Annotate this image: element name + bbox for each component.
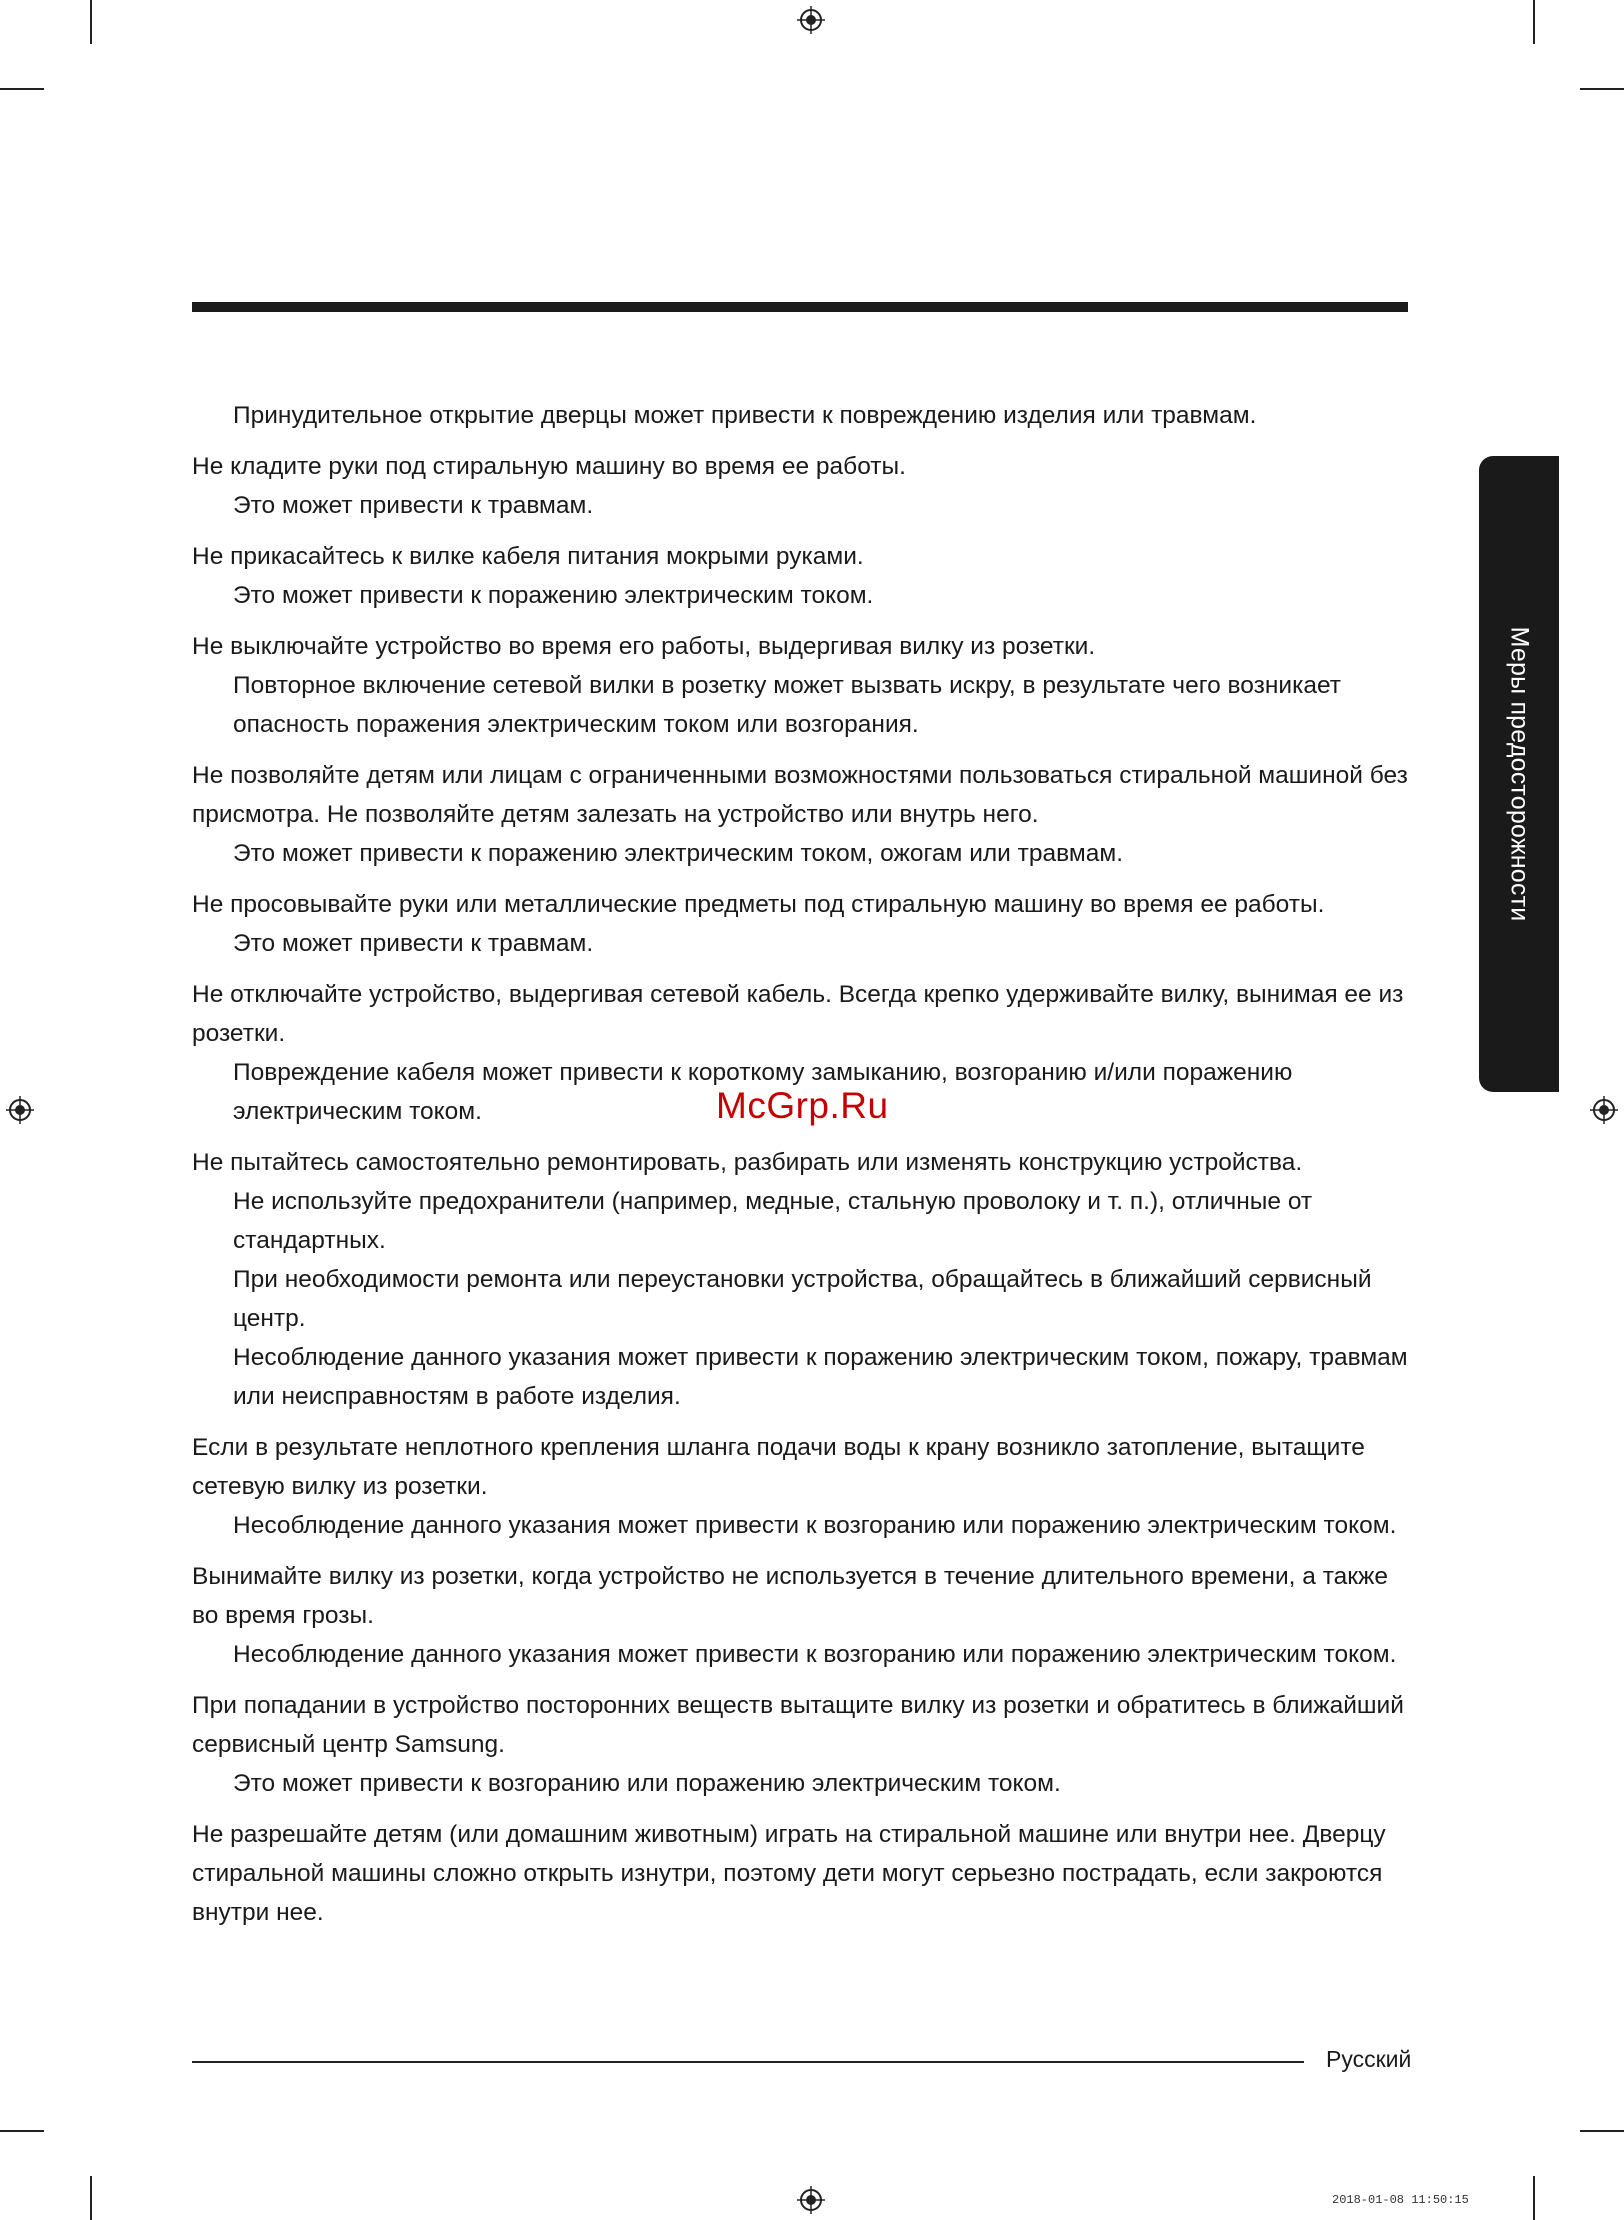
consequence-note: Несоблюдение данного указания может привести к возгоранию или поражению электрическим током. <box>233 1641 1397 1668</box>
instruction-item <box>192 1557 1408 1674</box>
warning-text: Вынимайте вилку из розетки, когда устройство не используется в течение длительного времени, а также во время грозы. <box>192 1563 1389 1629</box>
crop-mark <box>90 2176 92 2220</box>
warning-text: При попадании в устройство посторонних веществ вытащите вилку из розетки и обратитесь в ближайший сервисный центр Samsung. <box>192 1692 1404 1758</box>
warning-text: Не прикасайтесь к вилке кабеля питания мокрыми руками. <box>192 543 864 570</box>
consequence-note: Повреждение кабеля может привести к короткому замыканию, возгоранию и/или поражению электрическим током. <box>233 1059 1293 1125</box>
warning-text: Не отключайте устройство, выдергивая сетевой кабель. Всегда крепко удерживайте вилку, вынимая ее из розетки. <box>192 981 1404 1047</box>
crop-mark <box>1533 2176 1535 2220</box>
instruction-item <box>192 756 1408 873</box>
warning-text: Не кладите руки под стиральную машину во время ее работы. <box>192 453 906 480</box>
registration-mark-icon <box>797 6 825 34</box>
instruction-item <box>192 1143 1408 1416</box>
consequence-note: Несоблюдение данного указания может привести к поражению электрическим током, пожару, травмам или неисправностям в работе изделия. <box>233 1344 1408 1410</box>
warning-text: Если в результате неплотного крепления шланга подачи воды к крану возникло затопление, вытащите сетевую вилку из розетки. <box>192 1434 1365 1500</box>
consequence-note: Это может привести к поражению электрическим током, ожогам или травмам. <box>233 840 1124 867</box>
consequence-note: Принудительное открытие дверцы может привести к повреждению изделия или травмам. <box>233 402 1257 429</box>
consequence-note: Несоблюдение данного указания может привести к возгоранию или поражению электрическим током. <box>233 1512 1397 1539</box>
consequence-note: Это может привести к поражению электрическим током. <box>233 582 874 609</box>
instruction-item <box>192 1686 1408 1803</box>
section-side-tab-label: Меры предосторожности <box>1505 626 1534 922</box>
crop-mark <box>0 88 44 90</box>
consequence-note: При необходимости ремонта или переустановки устройства, обращайтесь в ближайший сервисный центр. <box>233 1266 1372 1332</box>
instruction-item <box>192 885 1408 963</box>
registration-mark-icon <box>1590 1096 1618 1124</box>
warning-text: Не пытайтесь самостоятельно ремонтировать, разбирать или изменять конструкцию устройства. <box>192 1149 1303 1176</box>
footer-rule <box>192 2061 1304 2063</box>
crop-mark <box>90 0 92 44</box>
header-rule <box>192 302 1408 312</box>
crop-mark <box>1580 88 1624 90</box>
crop-mark <box>1533 0 1535 44</box>
warning-text: Не просовывайте руки или металлические предметы под стиральную машину во время ее работы. <box>192 891 1325 918</box>
consequence-note: Это может привести к возгоранию или поражению электрическим током. <box>233 1770 1061 1797</box>
consequence-note: Это может привести к травмам. <box>233 930 594 957</box>
instruction-item <box>192 447 1408 525</box>
instruction-item <box>192 627 1408 744</box>
registration-mark-icon <box>797 2186 825 2214</box>
crop-mark <box>1580 2130 1624 2132</box>
warning-text: Не выключайте устройство во время его работы, выдергивая вилку из розетки. <box>192 633 1096 660</box>
footer-language: Русский <box>1326 2046 1412 2072</box>
consequence-note: Не используйте предохранители (например, медные, стальную проволоку и т. п.), отличные от стандартных. <box>233 1188 1313 1254</box>
print-stamp: 2018-01-08 11:50:15 <box>1332 2193 1469 2207</box>
instruction-item <box>192 1815 1408 1932</box>
consequence-note: Это может привести к травмам. <box>233 492 594 519</box>
warning-text: Не позволяйте детям или лицам с ограниченными возможностями пользоваться стиральной машиной без присмотра. Не позволяйте детям залезать на устройство или внутрь него. <box>192 762 1408 828</box>
watermark: McGrp.Ru <box>716 1085 889 1126</box>
instruction-item <box>192 537 1408 615</box>
crop-mark <box>0 2130 44 2132</box>
instruction-item <box>192 1428 1408 1545</box>
instruction-item <box>192 396 1408 435</box>
safety-instructions <box>192 396 1408 1944</box>
consequence-note: Повторное включение сетевой вилки в розетку может вызвать искру, в результате чего возникает опасность поражения электрическим током или возгорания. <box>233 672 1341 738</box>
registration-mark-icon <box>6 1096 34 1124</box>
warning-text: Не разрешайте детям (или домашним животным) играть на стиральной машине или внутри нее. Дверцу стиральной машины сложно открыть изнутри, поэтому дети могут серьезно пострадать, если закроются внутри нее. <box>192 1821 1386 1926</box>
